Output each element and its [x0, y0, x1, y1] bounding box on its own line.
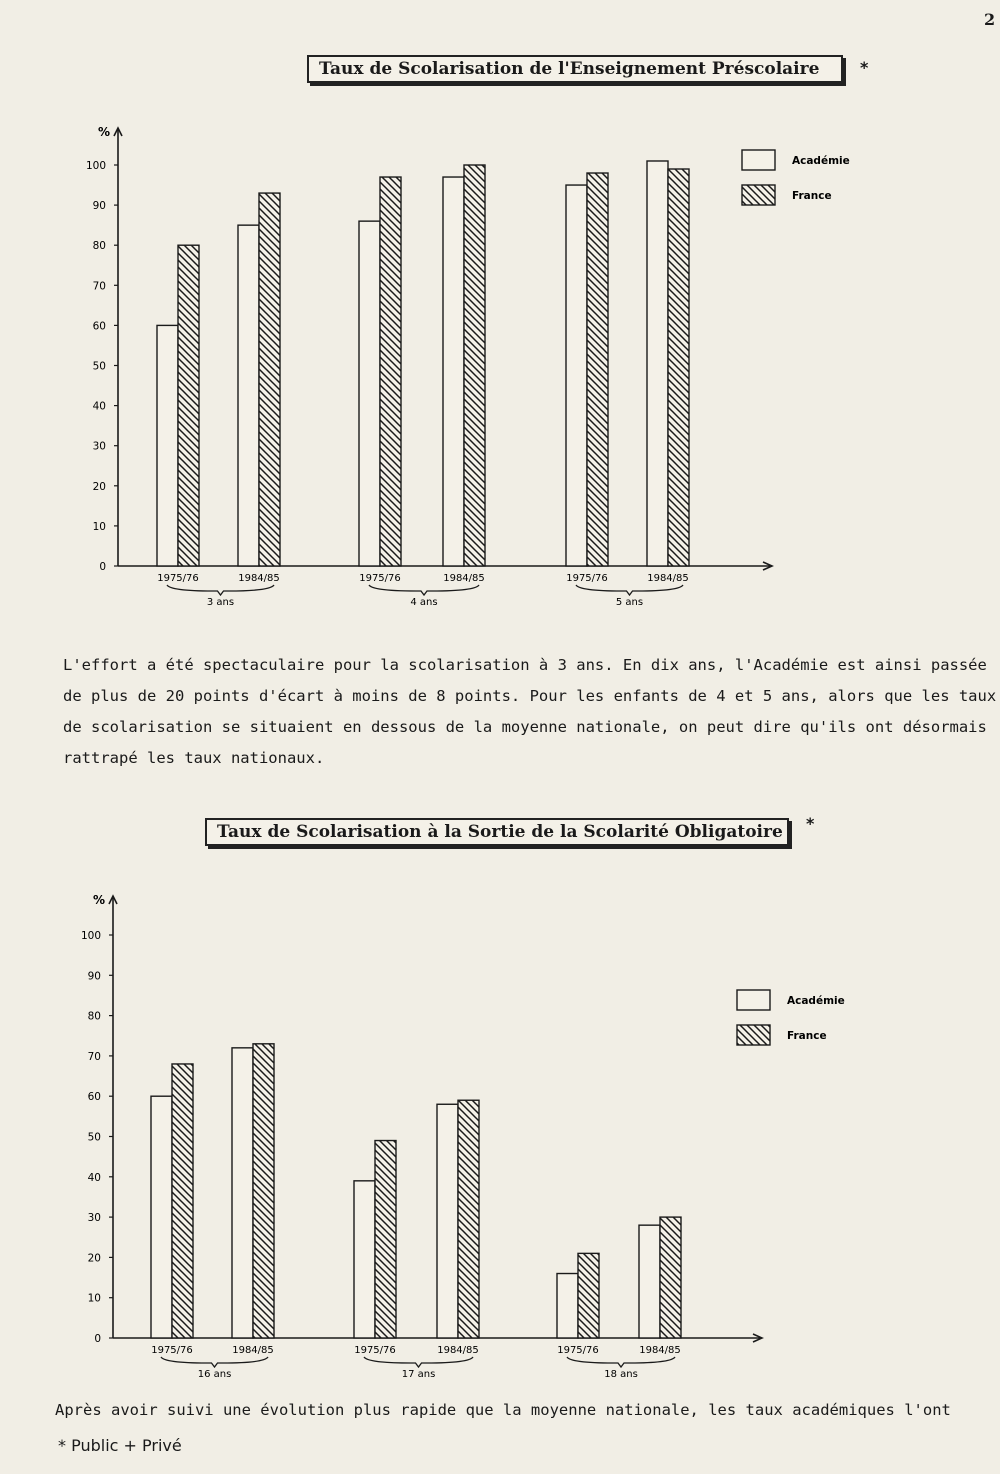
bar-academie — [354, 1181, 375, 1338]
legend-swatch-academie — [742, 150, 775, 170]
category-label: 1984/85 — [647, 573, 689, 584]
category-label: 1984/85 — [232, 1345, 274, 1356]
y-tick-label: 80 — [87, 1010, 101, 1023]
category-label: 1984/85 — [443, 573, 485, 584]
bar-academie — [359, 221, 380, 566]
group-label: 5 ans — [615, 597, 644, 608]
y-tick-label: 100 — [80, 930, 101, 942]
paragraph-1-line: L'effort a été spectaculaire pour la scolarisation à 3 ans. En dix ans, l'Académie est ainsi passée — [63, 656, 987, 674]
bar-france — [578, 1253, 599, 1338]
group-brace — [364, 1357, 473, 1367]
paragraph-1-line: de plus de 20 points d'écart à moins de 8 points. Pour les enfants de 4 et 5 ans, alors que les taux — [63, 687, 997, 705]
bar-france — [380, 177, 401, 566]
chart-preschool — [0, 110, 1000, 615]
paragraph-1-line: de scolarisation se situaient en dessous de la moyenne nationale, on peut dire qu'ils ont désormais — [63, 718, 987, 736]
bar-france — [375, 1141, 396, 1338]
bar-academie — [557, 1274, 578, 1338]
bar-france — [178, 245, 199, 566]
group-brace — [567, 1357, 675, 1367]
y-tick-label: 60 — [87, 1091, 101, 1104]
category-label: 1984/85 — [238, 573, 280, 584]
bar-france — [259, 193, 280, 566]
category-label: 1984/85 — [437, 1345, 479, 1356]
category-label: 1975/76 — [566, 573, 608, 584]
y-tick-label: 10 — [87, 1292, 101, 1305]
y-tick-label: 10 — [92, 520, 106, 533]
legend-swatch-france — [737, 1025, 770, 1045]
y-tick-label: 30 — [92, 440, 106, 453]
category-label: 1984/85 — [639, 1345, 681, 1356]
y-axis-unit-label: % — [92, 893, 106, 907]
group-label: 17 ans — [401, 1369, 436, 1380]
paragraph-1-line: rattrapé les taux nationaux. — [63, 749, 325, 767]
group-brace — [167, 585, 274, 595]
bar-academie — [232, 1048, 253, 1338]
y-tick-label: 50 — [92, 360, 106, 373]
bar-academie — [647, 161, 668, 566]
bar-academie — [437, 1104, 458, 1338]
category-label: 1975/76 — [157, 573, 199, 584]
group-brace — [161, 1357, 268, 1367]
footnote: * Public + Privé — [58, 1436, 182, 1455]
category-label: 1975/76 — [354, 1345, 396, 1356]
y-tick-label: 40 — [87, 1171, 101, 1184]
legend-label-france: France — [792, 190, 832, 202]
group-label: 18 ans — [604, 1369, 638, 1380]
category-label: 1975/76 — [359, 573, 401, 584]
paragraph-1 — [63, 650, 996, 774]
page-number: 2 — [984, 10, 996, 29]
bar-academie — [443, 177, 464, 566]
legend-label-france: France — [787, 1030, 827, 1042]
y-tick-label: 60 — [92, 320, 106, 333]
y-axis-unit-label: % — [97, 125, 111, 139]
category-label: 1975/76 — [151, 1345, 193, 1356]
y-tick-label: 70 — [87, 1050, 101, 1063]
paragraph-2: Après avoir suivi une évolution plus rapide que la moyenne nationale, les taux académiques l'ont — [55, 1401, 951, 1419]
bar-france — [172, 1064, 193, 1338]
y-tick-label: 0 — [94, 1333, 101, 1345]
bar-academie — [151, 1096, 172, 1338]
group-label: 16 ans — [197, 1369, 232, 1380]
group-brace — [369, 585, 479, 595]
y-tick-label: 90 — [92, 200, 106, 213]
y-tick-label: 40 — [92, 400, 106, 413]
legend-swatch-france — [742, 185, 775, 205]
y-tick-label: 30 — [87, 1212, 101, 1225]
legend-label-academie: Académie — [792, 155, 850, 167]
bar-academie — [238, 225, 259, 566]
group-brace — [576, 585, 683, 595]
category-label: 1975/76 — [557, 1345, 599, 1356]
chart1-title-mark: * — [860, 58, 869, 77]
group-label: 3 ans — [206, 597, 235, 608]
group-label: 4 ans — [410, 597, 438, 608]
chart2-title-mark: * — [806, 814, 815, 833]
bar-academie — [566, 185, 587, 566]
bar-academie — [639, 1225, 660, 1338]
legend-label-academie: Académie — [787, 995, 845, 1007]
bar-academie — [157, 325, 178, 566]
y-tick-label: 0 — [99, 561, 106, 573]
y-tick-label: 100 — [85, 160, 106, 172]
y-tick-label: 90 — [87, 970, 101, 983]
bar-france — [587, 173, 608, 566]
y-tick-label: 20 — [92, 480, 106, 493]
y-tick-label: 20 — [87, 1252, 101, 1265]
chart-compulsory-exit — [0, 880, 1000, 1390]
chart2-title: Taux de Scolarisation à la Sortie de la Scolarité Obligatoire — [205, 818, 789, 846]
bar-france — [253, 1044, 274, 1338]
bar-france — [458, 1100, 479, 1338]
y-tick-label: 80 — [92, 240, 106, 253]
chart1-title: Taux de Scolarisation de l'Enseignement Préscolaire — [307, 55, 843, 83]
bar-france — [668, 169, 689, 566]
bar-france — [660, 1217, 681, 1338]
y-tick-label: 70 — [92, 280, 106, 293]
legend-swatch-academie — [737, 990, 770, 1010]
bar-france — [464, 165, 485, 566]
y-tick-label: 50 — [87, 1131, 101, 1144]
